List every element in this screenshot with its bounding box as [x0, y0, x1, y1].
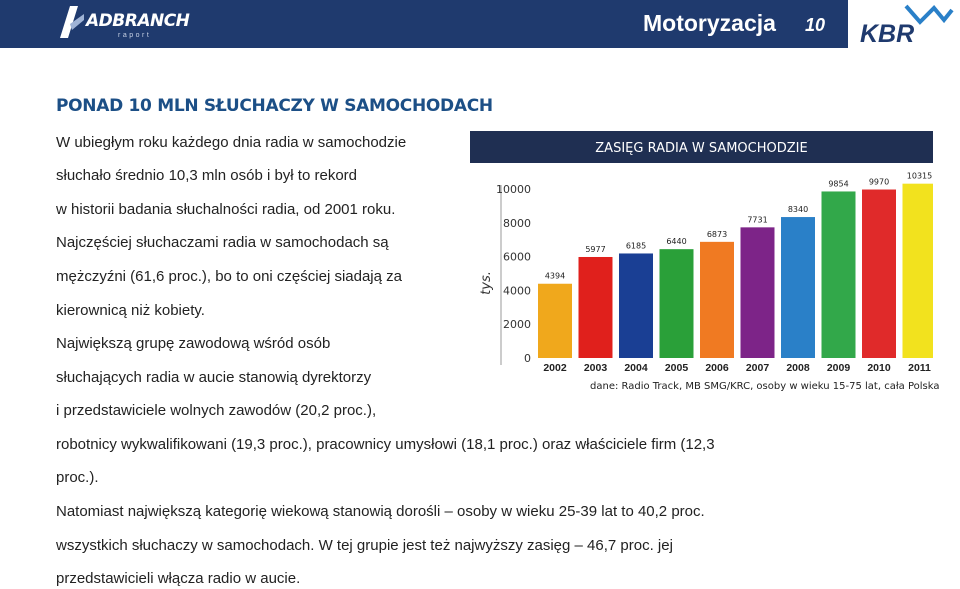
bar-2009: [822, 191, 856, 358]
brand-subtitle: raport: [118, 32, 152, 39]
adbranch-emblem-icon: [56, 2, 88, 42]
y-tick-label: 4000: [503, 284, 531, 298]
bar-2011: [903, 184, 934, 358]
body-line-6: kierownicą niż kobiety.: [56, 302, 205, 319]
x-tick-label: 2002: [543, 362, 567, 374]
bar-value-label: 4394: [544, 271, 566, 281]
bar-value-label: 6440: [666, 237, 687, 247]
body-line-10: robotnicy wykwalifikowani (19,3 proc.), pracownicy umysłowi (18,1 proc.) oraz właściciele firm (12,3: [56, 436, 715, 453]
body-line-11: proc.).: [56, 469, 99, 486]
bar-value-label: 9854: [828, 179, 849, 189]
chart-source: dane: Radio Track, MB SMG/KRC, osoby w wieku 15-75 lat, cała Polska: [590, 381, 940, 392]
kbr-logo-text: KBR: [860, 20, 915, 48]
bar-2010: [862, 190, 896, 358]
adbranch-logo: [56, 2, 196, 44]
radio-reach-chart: [470, 165, 933, 377]
chart-title: ZASIĘG RADIA W SAMOCHODZIE: [595, 141, 808, 156]
y-tick-label: 2000: [503, 318, 531, 332]
kbr-logo: [848, 0, 960, 48]
y-tick-label: 0: [524, 352, 531, 365]
bar-value-label: 9970: [868, 177, 890, 187]
y-tick-label: 6000: [503, 250, 531, 264]
x-tick-label: 2005: [664, 362, 689, 374]
y-axis-label: tys.: [479, 271, 494, 295]
bar-value-label: 10315: [906, 171, 933, 181]
bar-value-label: 6873: [706, 229, 728, 239]
page-header: [0, 0, 960, 48]
bar-value-label: 7731: [747, 215, 768, 225]
body-line-8: słuchających radia w aucie stanowią dyrektorzy: [56, 369, 372, 386]
body-line-2: słuchało średnio 10,3 mln osób i był to rekord: [56, 167, 357, 184]
body-line-7: Największą grupę zawodową wśród osób: [56, 335, 331, 352]
x-tick-label: 2010: [867, 362, 891, 374]
body-line-12: Natomiast największą kategorię wiekową stanowią dorośli – osoby w wieku 25-39 lat to 40,2 proc.: [56, 503, 705, 520]
body-line-14: przedstawicieli włącza radio w aucie.: [56, 570, 301, 587]
bar-2005: [660, 249, 694, 358]
x-tick-label: 2003: [583, 362, 608, 374]
bar-2008: [781, 217, 815, 358]
y-tick-label: 8000: [503, 216, 531, 230]
bar-2007: [741, 227, 775, 358]
x-tick-label: 2008: [786, 362, 810, 374]
bar-2004: [619, 253, 653, 358]
x-tick-label: 2009: [826, 362, 851, 374]
page-title: Motoryzacja: [643, 10, 776, 36]
body-line-1: W ubiegłym roku każdego dnia radia w samochodzie: [56, 134, 407, 151]
bar-2002: [538, 284, 572, 358]
y-tick-label: 10000: [496, 183, 531, 196]
body-line-3: w historii badania słuchalności radia, od 2001 roku.: [56, 201, 396, 218]
bar-2003: [579, 257, 613, 358]
bar-2006: [700, 242, 734, 358]
body-line-5: mężczyźni (61,6 proc.), bo to oni częściej siadają za: [56, 268, 402, 285]
x-tick-label: 2004: [624, 362, 648, 374]
chart-title-bar: [470, 131, 933, 163]
bar-value-label: 6185: [625, 241, 647, 251]
brand-name: ADBRANCH: [86, 11, 190, 31]
bar-value-label: 8340: [787, 205, 809, 215]
bar-value-label: 5977: [585, 244, 606, 254]
x-tick-label: 2011: [908, 362, 931, 374]
body-line-13: wszystkich słuchaczy w samochodach. W tej grupie jest też najwyższy zasięg – 46,7 proc. jej: [56, 537, 673, 554]
body-line-9: i przedstawiciele wolnych zawodów (20,2 proc.),: [56, 402, 377, 419]
x-tick-label: 2006: [705, 362, 729, 374]
page-number: 10: [805, 15, 826, 35]
body-line-4: Najczęściej słuchaczami radia w samochodach są: [56, 234, 389, 251]
x-tick-label: 2007: [745, 362, 770, 374]
section-heading: PONAD 10 MLN SŁUCHACZY W SAMOCHODACH: [56, 96, 493, 116]
